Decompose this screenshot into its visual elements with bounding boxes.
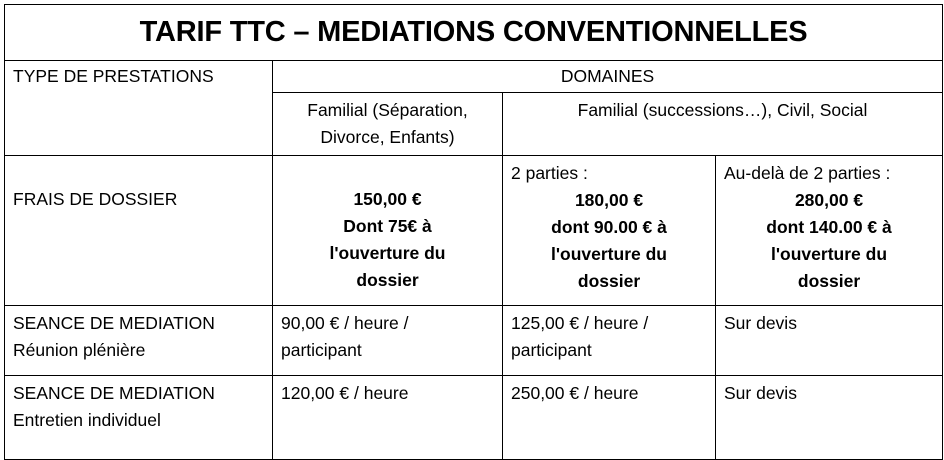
seance-individuel-label xyxy=(5,376,273,460)
seance-pleniere-deux-line1: 125,00 € / heure / xyxy=(511,313,649,333)
frais-familial-detail-3: dossier xyxy=(356,270,419,290)
seance-individuel-label-line2: Entretien individuel xyxy=(13,410,161,430)
frais-familial-amount: 150,00 € xyxy=(353,189,422,209)
seance-pleniere-label-line2: Réunion plénière xyxy=(13,340,146,360)
seance-pleniere-familial-line1: 90,00 € / heure / xyxy=(281,313,409,333)
table-title: TARIF TTC – MEDIATIONS CONVENTIONNELLES xyxy=(5,5,943,61)
seance-pleniere-label xyxy=(5,306,273,376)
seance-pleniere-familial-line2: participant xyxy=(281,340,362,360)
seance-pleniere-familial xyxy=(273,306,503,376)
frais-plus-intro: Au-delà de 2 parties : xyxy=(724,163,891,183)
header-row-1 xyxy=(5,61,943,93)
frais-plus-amount: 280,00 € xyxy=(794,190,864,210)
title-row xyxy=(5,5,943,61)
seance-individuel-row xyxy=(5,376,943,460)
tariff-table xyxy=(4,4,943,460)
seance-individuel-plus: Sur devis xyxy=(716,376,943,460)
frais-familial xyxy=(273,156,503,306)
header-type-prestations: TYPE DE PRESTATIONS xyxy=(5,61,273,156)
frais-label: FRAIS DE DOSSIER xyxy=(5,156,273,306)
seance-individuel-familial: 120,00 € / heure xyxy=(273,376,503,460)
frais-deux-parties xyxy=(503,156,716,306)
header-col-civil: Familial (successions…), Civil, Social xyxy=(503,93,943,156)
frais-plus-parties xyxy=(716,156,943,306)
header-familial-line1: Familial (Séparation, xyxy=(307,100,468,120)
tariff-document xyxy=(4,4,942,456)
frais-row xyxy=(5,156,943,306)
seance-pleniere-label-line1: SEANCE DE MEDIATION xyxy=(13,313,215,333)
header-familial-line2: Divorce, Enfants) xyxy=(320,127,455,147)
frais-plus-detail-3: dossier xyxy=(797,271,861,291)
seance-individuel-label-line1: SEANCE DE MEDIATION xyxy=(13,383,215,403)
frais-deux-detail-2: l'ouverture du xyxy=(551,244,667,264)
frais-familial-detail-1: Dont 75€ à xyxy=(343,216,432,236)
seance-individuel-deux: 250,00 € / heure xyxy=(503,376,716,460)
header-col-familial xyxy=(273,93,503,156)
seance-pleniere-deux-line2: participant xyxy=(511,340,592,360)
frais-plus-detail-2: l'ouverture du xyxy=(771,244,888,264)
frais-familial-detail-2: l'ouverture du xyxy=(329,243,446,263)
frais-deux-detail-3: dossier xyxy=(577,271,641,291)
seance-pleniere-deux xyxy=(503,306,716,376)
frais-deux-detail-1: dont 90.00 € à xyxy=(551,217,667,237)
header-domaines: DOMAINES xyxy=(273,61,943,93)
seance-pleniere-plus: Sur devis xyxy=(716,306,943,376)
frais-deux-intro: 2 parties : xyxy=(511,163,588,183)
seance-pleniere-row xyxy=(5,306,943,376)
frais-deux-amount: 180,00 € xyxy=(574,190,644,210)
frais-plus-detail-1: dont 140.00 € à xyxy=(766,217,892,237)
